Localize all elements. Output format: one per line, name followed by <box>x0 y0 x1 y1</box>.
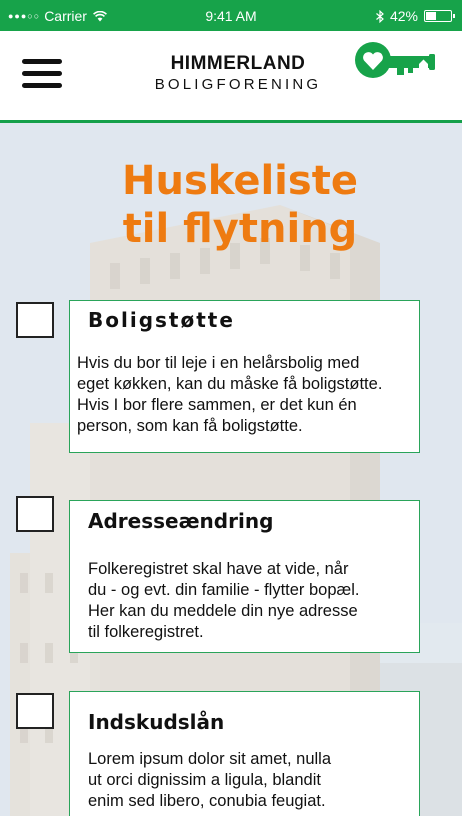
card-description <box>77 353 382 437</box>
status-right <box>376 8 452 24</box>
card-text-line: Lorem ipsum dolor sit amet, nulla <box>88 750 332 768</box>
checklist-card[interactable] <box>69 500 420 653</box>
card-text-line: du - og evt. din familie - flytter bopæl. <box>88 581 360 599</box>
brand-name-line1: HIMMERLAND <box>170 53 306 74</box>
battery-level-fill <box>426 12 436 20</box>
status-bar <box>0 0 462 31</box>
battery-percent: 42% <box>389 8 418 24</box>
status-time: 9:41 AM <box>205 8 257 24</box>
checklist-checkbox[interactable] <box>16 302 54 338</box>
card-text-line: Her kan du meddele din nye adresse <box>88 602 358 620</box>
card-text-line: til folkeregistret. <box>88 623 204 641</box>
card-text-line: Hvis du bor til leje i en helårsbolig med <box>77 354 360 372</box>
checklist-card[interactable] <box>69 300 420 453</box>
signal-strength-indicator: ●●●○○ <box>8 11 41 21</box>
brand-name-line2: BOLIGFORENING <box>154 76 322 93</box>
card-description <box>88 559 359 643</box>
card-text-line: person, som kan få boligstøtte. <box>77 417 303 435</box>
card-description <box>88 749 331 812</box>
card-text-line: ut orci dignissim a ligula, blandit <box>88 771 321 789</box>
card-title: Boligstøtte <box>88 308 235 332</box>
card-title: Indskudslån <box>88 710 225 734</box>
bluetooth-icon <box>376 10 384 23</box>
carrier-label: Carrier <box>44 8 87 24</box>
checklist-checkbox[interactable] <box>16 496 54 532</box>
card-text-line: Folkeregistret skal have at vide, når <box>88 560 349 578</box>
page-title-line2: til flytning <box>122 206 358 252</box>
app-header <box>0 31 462 123</box>
battery-tip <box>453 14 455 18</box>
card-text-line: enim sed libero, conubia feugiat. <box>88 792 326 810</box>
checklist-card[interactable] <box>69 691 420 816</box>
heart-key-house-icon <box>353 39 437 85</box>
card-text-line: eget køkken, kan du måske få boligstøtte. <box>77 375 383 393</box>
page-title-line1: Huskeliste <box>122 158 358 204</box>
main-content[interactable] <box>0 123 462 816</box>
page-title <box>0 157 462 253</box>
battery-icon <box>424 10 452 22</box>
card-text-line: Hvis I bor flere sammen, er det kun én <box>77 396 357 414</box>
checklist-checkbox[interactable] <box>16 693 54 729</box>
card-title: Adresseændring <box>88 509 274 533</box>
